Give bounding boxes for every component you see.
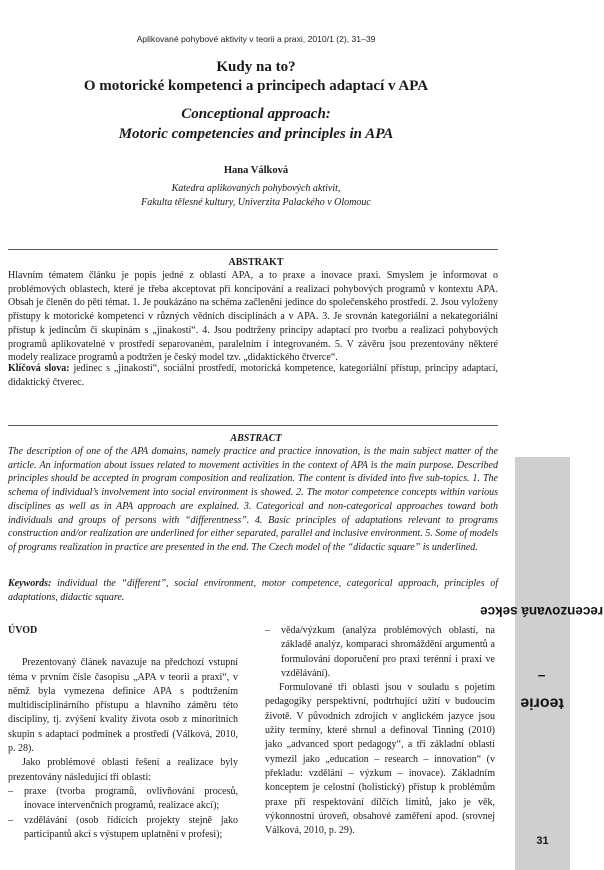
list-item — [8, 785, 238, 814]
abstract-heading: ABSTRACT — [230, 433, 282, 444]
title-en-line2: Motoric competencies and principles in APA — [118, 126, 394, 142]
divider-abstract — [8, 425, 498, 426]
areas-list — [8, 785, 238, 842]
list-item-text: praxe (tvorba programů, ovlivňování procesů, inovace intervenčních programů, realizace akcí); — [24, 785, 238, 812]
keywords-en-text: individual the “different”, social environment, motor competence, categorical approach, principles of adaptations, didactic square. — [8, 578, 498, 603]
keywords-cz-label: Klíčová slova: — [8, 363, 70, 374]
abstract-text: The description of one of the APA domains, namely practice and practice innovation, is the main subject matter of the article. An information about issues related to movement activities in the context of APA is the main purpose. Described principles should be accepted in program composition and realization. The content is divided into five sub-topics. 1. The schema of individual’s involvement into social environment is showed. 2. The motor competence concepts within various disciplines as well as in APA approach are explained. 3. Categorical and non-categorical approaches toward both individuals and groups of persons with “differentness”. 4. Basic principles of adaptations relevant to programs construction and/or realization are underlined for either separated, parallel and inclusive environment. 5. Some of models of programs realization in practice are presented in the end. The Czech model of the “didactic square” is underlined. — [8, 446, 498, 553]
keywords-cz — [8, 362, 498, 389]
abstrakt-text: Hlavním tématem článku je popis jedné z oblastí APA, a to praxe a inovace praxi. Smyslem je informovat o problémových oblastech, které je třeba akceptovat při koncipování a realizaci pohybových programů v kontextu APA. Obsah je členěn do pěti témat. 1. Je poukázáno na schéma začlenění jedince do společenského prostředí. 2. Jsou vyloženy přístupy k motorické kompetenci v různých vědních disciplínách a v APA. 3. Je srovnán kategoriální a nekategoriální přístup k jedincům či skupinám s „jinakostí“. 4. Jsou podtrženy principy adaptací pro tvorbu a realizaci pohybových programů aplikovatelné v prostředí separovaném, paralelním i integrovaném. 5. V závěru jsou prezentovány některé modely realizace programů a podtržen je český model tzv. „didaktického čtverce“. — [8, 270, 498, 364]
section-heading-uvod: ÚVOD — [8, 625, 38, 636]
list-dash: – — [8, 814, 13, 826]
title-en-line1: Conceptional approach: — [181, 106, 331, 122]
journal-header: Aplikované pohybové aktivity v teorii a praxi, 2010/1 (2), 31–39 — [136, 34, 376, 44]
list-dash: – — [8, 785, 13, 797]
list-item-text: vzdělávání (osob řídících projekty stejně jako participantů akcí s výstupem uplatnění v profesi); — [24, 814, 238, 840]
list-item — [265, 624, 495, 681]
affiliation-line2: Fakulta tělesné kultury, Univerzita Palackého v Olomouc — [141, 197, 371, 208]
abstrakt-heading: ABSTRAKT — [228, 257, 284, 268]
title-cz-line1: Kudy na to? — [216, 59, 296, 75]
author-name: Hana Válková — [223, 165, 289, 176]
list-item — [8, 814, 238, 843]
sidebar-separator: – — [538, 669, 546, 685]
list-item-text: věda/výzkum (analýza problémových oblastí, na základě analýz, komparaci shromáždění argumentů a formulování doporučení pro praxi terénní i praxi ve vzdělávání). — [281, 625, 495, 679]
paragraph: Jako problémové oblasti řešení a realizace byly prezentovány následující tři oblasti: — [8, 757, 238, 783]
affiliation-line1: Katedra aplikovaných pohybových aktivit, — [171, 183, 341, 194]
page-number: 31 — [536, 835, 549, 847]
sidebar-word-teorie: teorie — [520, 694, 565, 712]
areas-list-continued — [265, 624, 495, 681]
keywords-en-label: Keywords: — [8, 578, 52, 589]
paragraph: Prezentovaný článek navazuje na předchozí vstupní téma v prvním čísle časopisu „APA v teorii a praxi“, v němž byla vymezena definice APA s podtržením multidisciplinárního přístupu a hlavního záměru této disciplíny, tj. zvýšení kvality života osob z minoritních skupin s adaptací podmínek a prostředí (Válková, 2010, p. 28). — [8, 657, 238, 755]
body-column-left — [8, 624, 238, 842]
title-cz-line2: O motorické kompetenci a principech adaptací v APA — [83, 78, 429, 94]
keywords-cz-text: jedinec s „jinakostí“, sociální prostředí, motorická kompetence, kategoriální přístup, principy adaptací, didaktický čtverec. — [8, 363, 498, 388]
divider-abstrakt — [8, 249, 498, 250]
section-sidebar-label — [480, 457, 604, 817]
body-column-right — [265, 624, 495, 838]
keywords-en — [8, 577, 498, 604]
paragraph: Formulované tři oblasti jsou v souladu s pojetím pedagogiky perspektivní, podtrhující užití v budoucím životě. V původních zdrojích v anglickém jazyce jsou užity termíny, které shrnul a definoval Tinning (2010) jako „advanced sport pedagogy“, a tři základní oblasti vymezil jako „education – research – innovation“ (v překladu: vzdělání – výzkum – inovace). Základním konceptem je celostní (holistický) přístup k problémům praxe při respektování dílčích limitů, jako je věk, výkonnostní úroveň, obsahové zaměření apod. (srovnej Válková, 2010, p. 29). — [265, 682, 495, 837]
sidebar-word-recenzovana: recenzovaná sekce — [480, 603, 604, 619]
list-dash: – — [265, 625, 270, 636]
